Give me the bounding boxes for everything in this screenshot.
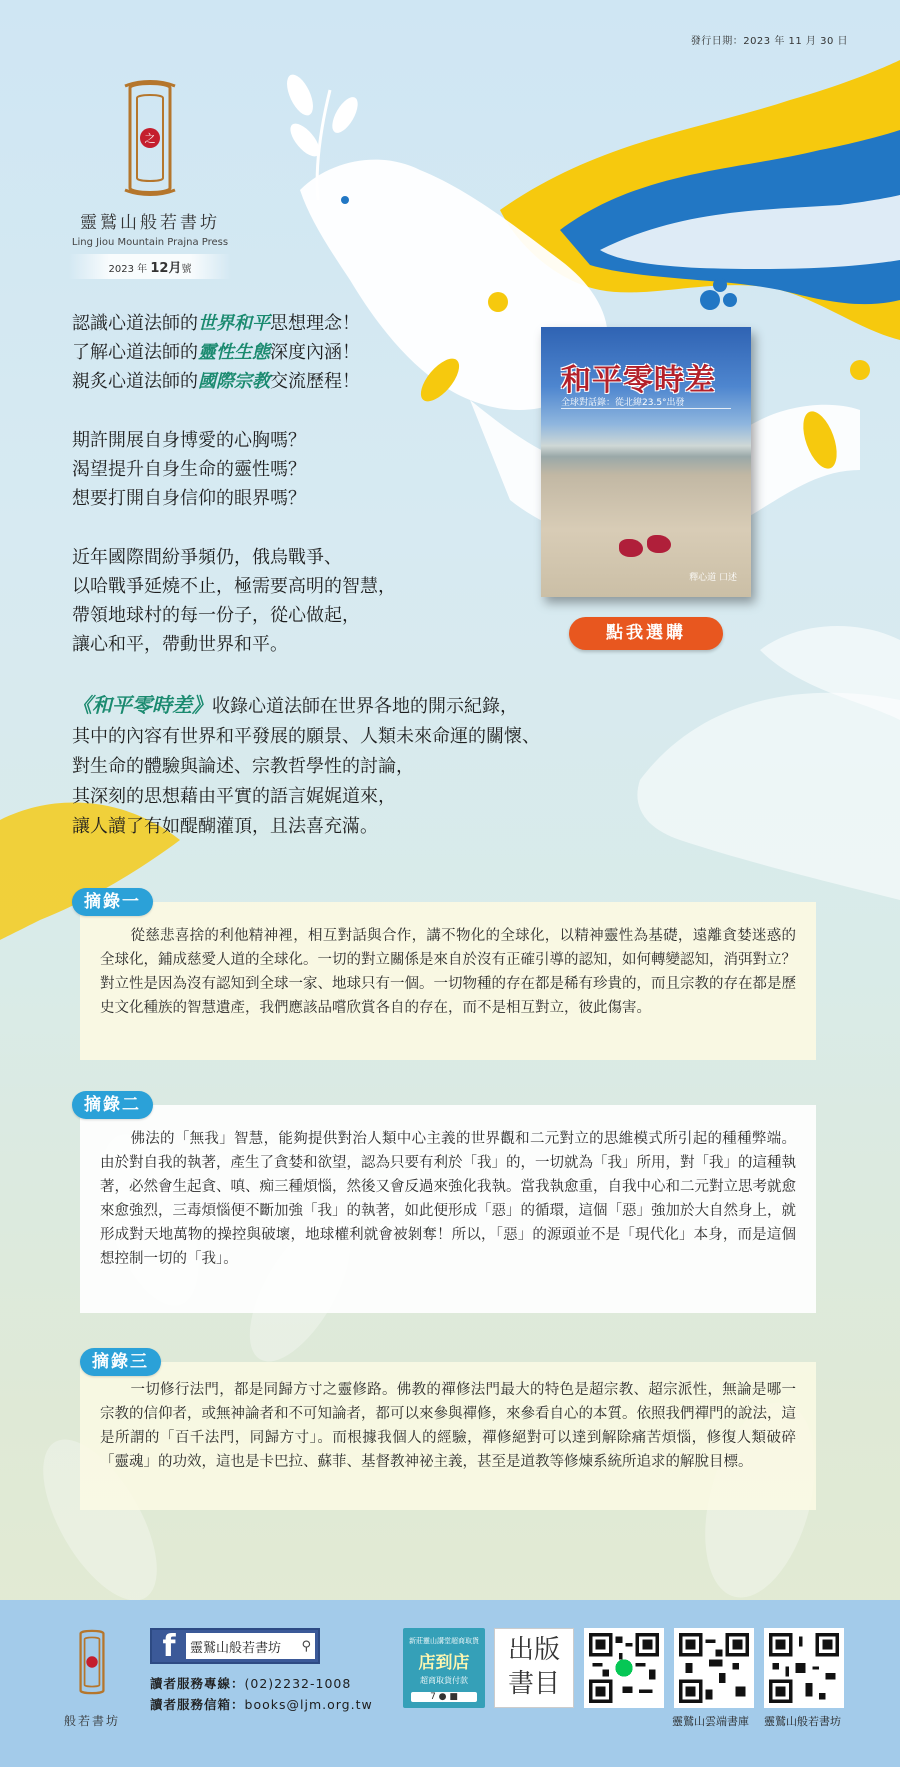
highlight-spiritual-ecology: 靈性生態 bbox=[198, 342, 270, 363]
email-label: 讀者服務信箱： bbox=[150, 1697, 245, 1712]
phone-line bbox=[150, 1673, 373, 1694]
issue-month: 12月 bbox=[150, 261, 182, 276]
facebook-page-name: 靈鷲山般若書坊 bbox=[190, 1640, 282, 1656]
desc-line-2: 其中的內容有世界和平發展的願景、人類未來命運的關懷、 bbox=[72, 726, 540, 747]
highlight-interfaith: 國際宗教 bbox=[198, 371, 270, 392]
line-qr-code-icon[interactable] bbox=[584, 1628, 664, 1708]
book-cover-subtitle: 全球對話錄：從北緯23.5°出發 bbox=[561, 395, 731, 409]
publisher-logo bbox=[60, 78, 240, 279]
intro-war-line-1: 近年國際間紛爭頻仍，俄烏戰爭、 bbox=[72, 547, 342, 568]
store-badge-top: 新莊靈山講堂超商取貨 bbox=[409, 1637, 479, 1645]
desc-line-3: 對生命的體驗與論述、宗教哲學性的討論， bbox=[72, 756, 414, 777]
convenience-store-logos-icon: 7 ● ■ bbox=[411, 1692, 477, 1702]
footer-logo-name: 般若書坊 bbox=[63, 1714, 120, 1728]
phone-number[interactable]: (02)2232-1008 bbox=[244, 1676, 352, 1691]
phone-label: 讀者服務專線： bbox=[150, 1676, 245, 1691]
intro-line-1-pre: 認識心道法師的 bbox=[72, 313, 198, 334]
logo-name: 靈鷲山般若書坊 bbox=[80, 213, 220, 233]
intro-paragraph-1 bbox=[72, 309, 396, 396]
book-description bbox=[72, 690, 540, 842]
excerpt-tag-3: 摘錄三 bbox=[80, 1348, 161, 1376]
intro-line-3-post: 交流歷程！ bbox=[270, 371, 360, 392]
buy-button[interactable]: 點我選購 bbox=[569, 617, 723, 650]
cloud-library-qr-code-icon[interactable] bbox=[674, 1628, 754, 1708]
issue-suffix: 號 bbox=[181, 264, 192, 275]
intro-paragraph-3 bbox=[72, 543, 396, 659]
intro-line-3-pre: 親炙心道法師的 bbox=[72, 371, 198, 392]
intro-line-1-post: 思想理念！ bbox=[270, 313, 360, 334]
qr-caption-prajna-press: 靈鷲山般若書坊 bbox=[764, 1715, 841, 1728]
store-badge-sub: 超商取貨付款 bbox=[420, 1676, 468, 1685]
catalog-line-2: 書目 bbox=[507, 1669, 560, 1699]
footer bbox=[0, 1600, 900, 1767]
intro-war-line-4: 讓心和平，帶動世界和平。 bbox=[72, 634, 288, 655]
intro-question-1: 期許開展自身博愛的心胸嗎？ bbox=[72, 430, 306, 451]
book-title-highlight: 《和平零時差》 bbox=[72, 693, 212, 717]
intro-paragraph-2 bbox=[72, 426, 396, 513]
svg-text:之: 之 bbox=[144, 132, 156, 145]
footer-logo bbox=[62, 1622, 122, 1729]
excerpt-tag-1: 摘錄一 bbox=[72, 888, 153, 916]
book-cover-title: 和平零時差 bbox=[561, 363, 716, 398]
logo-name-en: Ling Jiou Mountain Prajna Press bbox=[71, 237, 229, 248]
contact-info bbox=[150, 1673, 373, 1715]
intro-text bbox=[72, 309, 396, 689]
excerpt-card-1: 從慈悲喜捨的利他精神裡，相互對話與合作，講不物化的全球化，以精神靈性為基礎，遠離貪婪迷惑的全球化，鋪成慈愛人道的全球化。一切的對立關係是來自於沒有正確引導的認知，如何轉變認知，消弭對立？對立性是因為沒有認知到全球一家、地球只有一個。一切物種的存在都是稀有珍貴的，而且宗教的存在都是歷史文化種族的智慧遺產，我們應該品嚐欣賞各自的存在，而不是相互對立，彼此傷害。 bbox=[80, 902, 816, 1060]
red-shoe-image bbox=[647, 535, 671, 553]
facebook-icon: f bbox=[162, 1629, 176, 1664]
book-cover-author: 釋心道 口述 bbox=[689, 573, 737, 583]
store-pickup-badge[interactable] bbox=[403, 1628, 485, 1708]
intro-line-2-pre: 了解心道法師的 bbox=[72, 342, 198, 363]
store-badge-main: 店到店 bbox=[418, 1653, 470, 1673]
prajna-press-qr-code-icon[interactable] bbox=[764, 1628, 844, 1708]
highlight-world-peace: 世界和平 bbox=[198, 313, 270, 334]
red-shoe-image bbox=[619, 539, 643, 557]
publication-catalog-badge[interactable] bbox=[494, 1628, 574, 1708]
catalog-line-1: 出版 bbox=[507, 1635, 560, 1665]
scroll-logo-icon bbox=[72, 1622, 112, 1702]
facebook-search-badge[interactable] bbox=[150, 1628, 320, 1664]
email-address[interactable]: books@ljm.org.tw bbox=[244, 1697, 373, 1712]
intro-question-2: 渴望提升自身生命的靈性嗎？ bbox=[72, 459, 306, 480]
facebook-page-name-box bbox=[186, 1633, 315, 1659]
issue-number bbox=[69, 254, 232, 279]
desc-line-4: 其深刻的思想藉由平實的語言娓娓道來， bbox=[72, 786, 396, 807]
scroll-logo-icon bbox=[115, 78, 185, 198]
excerpt-card-2: 佛法的「無我」智慧，能夠提供對治人類中心主義的世界觀和二元對立的思維模式所引起的種種弊端。由於對自我的執著，產生了貪婪和欲望，認為只要有利於「我」的，一切就為「我」所用，對「我」的這種執著，必然會生起貪、嗔、痴三種煩惱，然後又會反過來強化我執。當我執愈重，自我中心和二元對立思考就愈來愈強烈，三毒煩惱便不斷加強「我」的執著，如此便形成「惡」的循環，這個「惡」強加於大自然身上，就形成對天地萬物的操控與破壞，地球權利就會被剝奪！所以，「惡」的源頭並不是「現代化」本身，而是這個想控制一切的「我」。 bbox=[80, 1105, 816, 1313]
desc-line-5: 讓人讀了有如醍醐灌頂，且法喜充滿。 bbox=[72, 816, 378, 837]
issue-date: 發行日期：2023 年 11 月 30 日 bbox=[690, 36, 848, 47]
search-icon: ⚲ bbox=[301, 1638, 311, 1654]
desc-line-1: 收錄心道法師在世界各地的開示紀錄， bbox=[212, 696, 518, 717]
issue-year: 2023 年 bbox=[108, 264, 148, 275]
intro-line-2-post: 深度內涵！ bbox=[270, 342, 360, 363]
excerpt-card-3: 一切修行法門，都是同歸方寸之靈修路。佛教的禪修法門最大的特色是超宗教、超宗派性，無論是哪一宗教的信仰者，或無神論者和不可知論者，都可以來參與禪修，來參看自心的本質。依照我們禪門的說法，這是所謂的「百千法門，同歸方寸」。而根據我個人的經驗，禪修絕對可以達到解除痛苦煩惱，修復人類破碎「靈魂」的功效，這也是卡巴拉、蘇菲、基督教神祕主義，甚至是道教等修煉系統所追求的解脫目標。 bbox=[80, 1362, 816, 1510]
email-line bbox=[150, 1694, 373, 1715]
intro-war-line-2: 以哈戰爭延燒不止，極需要高明的智慧， bbox=[72, 576, 396, 597]
excerpt-tag-2: 摘錄二 bbox=[72, 1091, 153, 1119]
intro-war-line-3: 帶領地球村的每一份子，從心做起， bbox=[72, 605, 360, 626]
book-cover[interactable] bbox=[541, 327, 751, 597]
intro-question-3: 想要打開自身信仰的眼界嗎？ bbox=[72, 488, 306, 509]
qr-caption-cloud-library: 靈鷲山雲端書庫 bbox=[672, 1715, 749, 1728]
